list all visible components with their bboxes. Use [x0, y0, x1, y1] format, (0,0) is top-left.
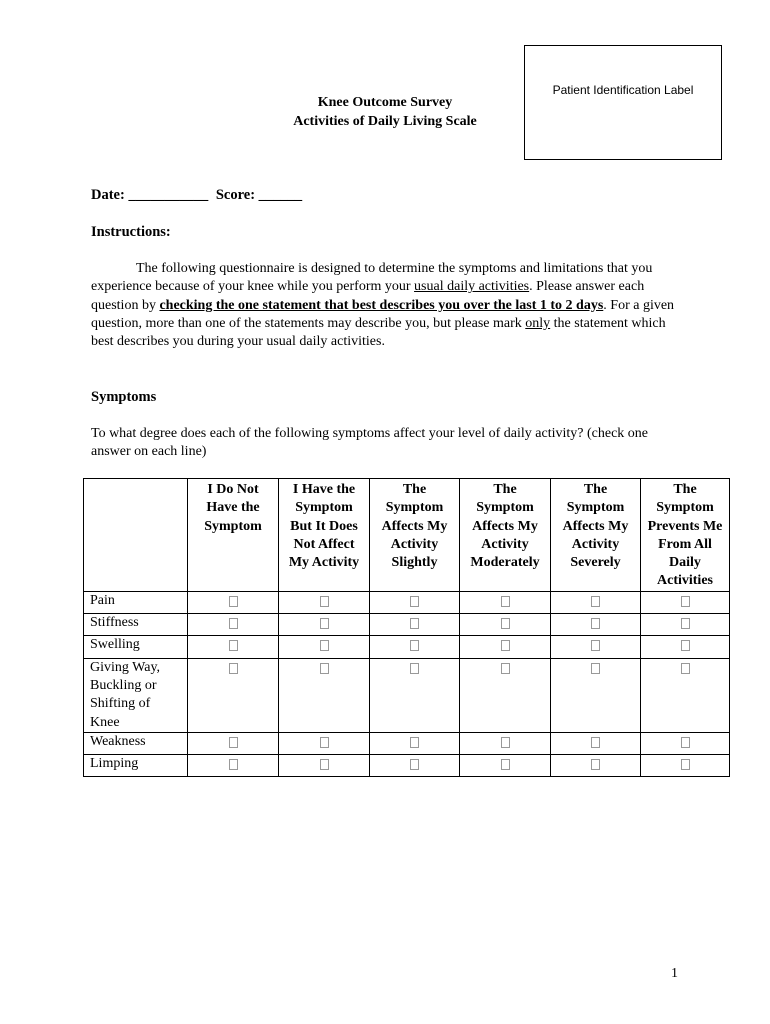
header-cell: I Have the Symptom But It Does Not Affect My Activity	[279, 479, 370, 592]
checkbox-cell	[460, 658, 551, 732]
survey-subtitle: Activities of Daily Living Scale	[293, 114, 477, 129]
instructions-text-4: the statement which best describes you during your usual daily activities.	[91, 315, 666, 350]
checkbox-cell	[370, 591, 460, 613]
checkbox-cell	[370, 614, 460, 636]
checkbox[interactable]	[501, 640, 510, 651]
checkbox-cell	[460, 591, 551, 613]
checkbox-cell	[279, 658, 370, 732]
checkbox-cell	[279, 591, 370, 613]
checkbox[interactable]	[410, 759, 419, 770]
checkbox-cell	[188, 755, 279, 777]
checkbox-cell	[279, 732, 370, 754]
header-cell: The Symptom Affects My Activity Moderately	[460, 479, 551, 592]
checkbox[interactable]	[591, 759, 600, 770]
instructions-heading: Instructions:	[91, 224, 171, 240]
checkbox[interactable]	[501, 759, 510, 770]
checkbox[interactable]	[681, 663, 690, 674]
checkbox[interactable]	[591, 596, 600, 607]
checkbox[interactable]	[410, 663, 419, 674]
instructions-text-3: . For a given question, more than one of the statements may describe you, but please mark	[91, 297, 675, 331]
row-label: Pain	[84, 591, 188, 613]
table-row	[84, 614, 730, 636]
checkbox-cell	[460, 614, 551, 636]
checkbox[interactable]	[320, 640, 329, 651]
checkbox-cell	[641, 591, 730, 613]
score-blank[interactable]: ______	[258, 187, 303, 203]
table-row	[84, 658, 730, 732]
instructions-text-2: . Please answer each question by	[91, 279, 645, 313]
checkbox[interactable]	[681, 759, 690, 770]
row-label: Swelling	[84, 636, 188, 658]
checkbox[interactable]	[501, 596, 510, 607]
instructions-underline-1: usual daily activities	[414, 279, 530, 295]
survey-title: Knee Outcome Survey	[317, 95, 453, 110]
checkbox[interactable]	[501, 618, 510, 629]
checkbox-cell	[641, 636, 730, 658]
checkbox-cell	[641, 755, 730, 777]
checkbox[interactable]	[320, 663, 329, 674]
checkbox[interactable]	[229, 663, 238, 674]
row-label: Giving Way, Buckling or Shifting of Knee	[84, 658, 188, 732]
checkbox[interactable]	[229, 618, 238, 629]
instructions-paragraph	[91, 260, 691, 351]
checkbox[interactable]	[501, 663, 510, 674]
checkbox[interactable]	[320, 759, 329, 770]
row-label: Limping	[84, 755, 188, 777]
checkbox-cell	[551, 658, 641, 732]
checkbox[interactable]	[501, 737, 510, 748]
checkbox-cell	[188, 614, 279, 636]
table-row	[84, 732, 730, 754]
instructions-underline-2: only	[525, 315, 551, 331]
row-label: Weakness	[84, 732, 188, 754]
checkbox-cell	[551, 755, 641, 777]
checkbox-cell	[279, 636, 370, 658]
checkbox[interactable]	[410, 618, 419, 629]
table-row	[84, 755, 730, 777]
table-header-row	[84, 479, 730, 592]
checkbox[interactable]	[320, 618, 329, 629]
patient-id-label-text: Patient Identification Label	[552, 83, 694, 97]
checkbox-cell	[641, 732, 730, 754]
checkbox[interactable]	[229, 640, 238, 651]
checkbox[interactable]	[591, 663, 600, 674]
checkbox[interactable]	[591, 737, 600, 748]
checkbox-cell	[370, 658, 460, 732]
page-number: 1	[671, 966, 678, 981]
checkbox-cell	[188, 658, 279, 732]
checkbox[interactable]	[591, 618, 600, 629]
score-label: Score:	[215, 187, 256, 203]
header-cell: The Symptom Affects My Activity Severely	[551, 479, 641, 592]
date-score-line	[91, 187, 302, 204]
checkbox-cell	[188, 732, 279, 754]
checkbox-cell	[460, 636, 551, 658]
checkbox-cell	[188, 636, 279, 658]
checkbox-cell	[641, 614, 730, 636]
symptoms-question: To what degree does each of the following symptoms affect your level of daily activity? (check one answer on each line)	[91, 426, 649, 460]
checkbox-cell	[551, 591, 641, 613]
checkbox[interactable]	[229, 737, 238, 748]
checkbox-cell	[370, 732, 460, 754]
checkbox-cell	[188, 591, 279, 613]
checkbox-cell	[460, 732, 551, 754]
header-cell: The Symptom Affects My Activity Slightly	[370, 479, 460, 592]
table-row	[84, 591, 730, 613]
header-cell: I Do Not Have the Symptom	[188, 479, 279, 592]
header-cell: The Symptom Prevents Me From All Daily Activities	[641, 479, 730, 592]
header-blank	[84, 479, 188, 592]
checkbox-cell	[551, 614, 641, 636]
instructions-text-1: The following questionnaire is designed to determine the symptoms and limitations that you experience because of your knee while you perform your	[91, 261, 653, 295]
checkbox-cell	[370, 755, 460, 777]
checkbox-cell	[551, 636, 641, 658]
date-blank[interactable]: ___________	[128, 187, 209, 203]
checkbox[interactable]	[410, 640, 419, 651]
symptoms-heading: Symptoms	[91, 389, 157, 405]
checkbox[interactable]	[320, 596, 329, 607]
table-row	[84, 636, 730, 658]
checkbox[interactable]	[591, 640, 600, 651]
checkbox[interactable]	[410, 737, 419, 748]
checkbox-cell	[370, 636, 460, 658]
checkbox-cell	[279, 614, 370, 636]
date-label: Date:	[91, 187, 125, 203]
instructions-bold-underline: checking the one statement that best describes you over the last 1 to 2 days	[159, 297, 604, 313]
checkbox[interactable]	[410, 596, 419, 607]
checkbox[interactable]	[681, 618, 690, 629]
symptoms-table	[83, 478, 730, 777]
patient-id-label-box	[524, 45, 722, 160]
checkbox-cell	[641, 658, 730, 732]
row-label: Stiffness	[84, 614, 188, 636]
checkbox[interactable]	[229, 759, 238, 770]
checkbox-cell	[460, 755, 551, 777]
checkbox[interactable]	[229, 596, 238, 607]
checkbox-cell	[279, 755, 370, 777]
checkbox[interactable]	[681, 737, 690, 748]
checkbox[interactable]	[681, 640, 690, 651]
checkbox-cell	[551, 732, 641, 754]
checkbox[interactable]	[681, 596, 690, 607]
checkbox[interactable]	[320, 737, 329, 748]
